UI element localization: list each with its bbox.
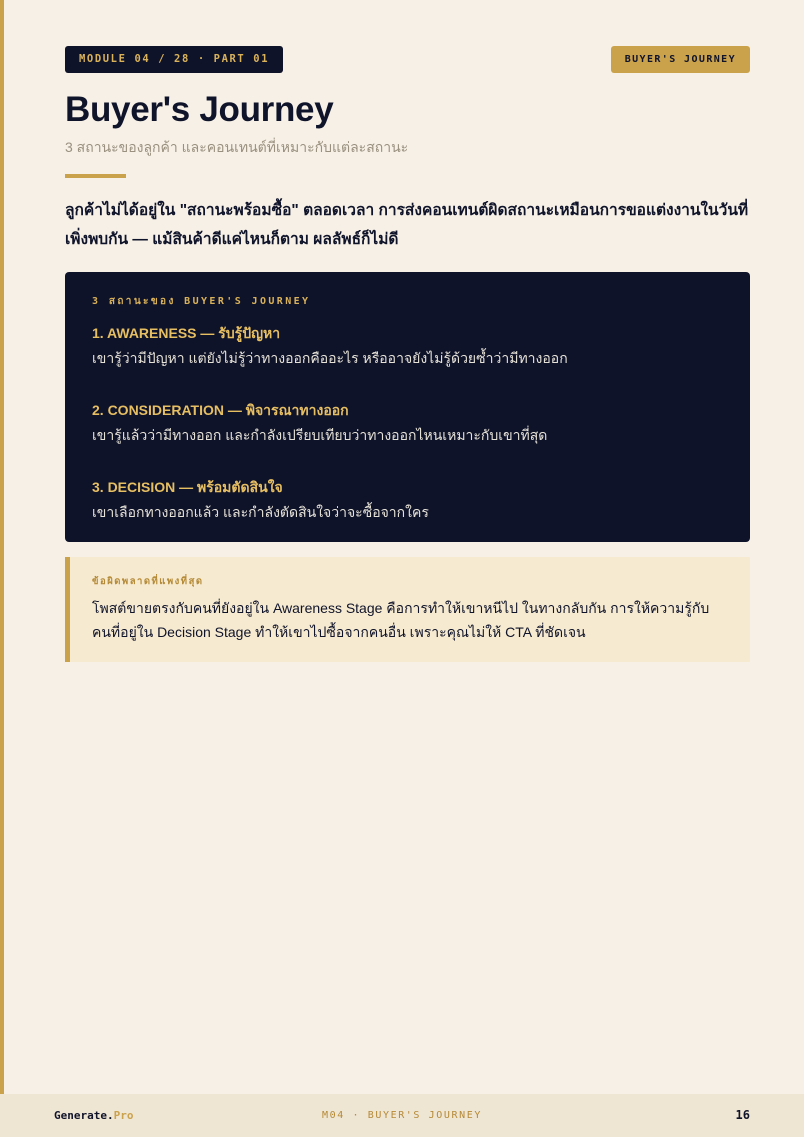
footer-brand-main: Generate. [54, 1109, 114, 1122]
topic-badge: BUYER'S JOURNEY [611, 46, 750, 73]
stage-description: เขารู้แล้วว่ามีทางออก และกำลังเปรียบเทียบว่าทางออกไหนเหมาะกับเขาที่สุด [92, 427, 548, 443]
callout-heading: ข้อผิดพลาดที่แพงที่สุด [92, 576, 204, 587]
title-underline [65, 174, 126, 178]
stage-consideration [92, 399, 723, 447]
stage-title: 1. AWARENESS — รับรู้ปัญหา [92, 325, 281, 341]
left-accent-rule [0, 0, 4, 1094]
stages-card-heading: 3 สถานะของ BUYER'S JOURNEY [92, 296, 311, 307]
stage-decision [92, 476, 723, 524]
mistake-callout [65, 557, 750, 662]
stage-title: 2. CONSIDERATION — พิจารณาทางออก [92, 402, 349, 418]
stage-description: เขาเลือกทางออกแล้ว และกำลังตัดสินใจว่าจะซื้อจากใคร [92, 504, 429, 520]
footer-section-label: M04 · BUYER'S JOURNEY [321, 1110, 483, 1121]
stage-description: เขารู้ว่ามีปัญหา แต่ยังไม่รู้ว่าทางออกคืออะไร หรืออาจยังไม่รู้ด้วยซ้ำว่ามีทางออก [92, 350, 568, 366]
page-title: Buyer's Journey [65, 90, 334, 129]
page-footer [0, 1094, 804, 1137]
lead-paragraph: ลูกค้าไม่ได้อยู่ใน "สถานะพร้อมซื้อ" ตลอดเวลา การส่งคอนเทนต์ผิดสถานะเหมือนการขอแต่งงานในวันที่เพิ่งพบกัน — แม้สินค้าดีแค่ไหนก็ตาม ผลลัพธ์ก็ไม่ดี [65, 202, 749, 248]
stage-title: 3. DECISION — พร้อมตัดสินใจ [92, 479, 283, 495]
stage-awareness [92, 322, 723, 370]
footer-brand-accent: Pro [113, 1109, 134, 1122]
page-subtitle: 3 สถานะของลูกค้า และคอนเทนต์ที่เหมาะกับแต่ละสถานะ [65, 139, 409, 155]
page-number: 16 [735, 1108, 750, 1122]
callout-text: โพสต์ขายตรงกับคนที่ยังอยู่ใน Awareness Stage คือการทำให้เขาหนีไป ในทางกลับกัน การให้ความรู้กับคนที่อยู่ใน Decision Stage ทำให้เขาไปซื้อจากคนอื่น เพราะคุณไม่ให้ CTA ที่ชัดเจน [92, 600, 710, 640]
stages-card [65, 272, 750, 542]
module-tag: MODULE 04 / 28 · PART 01 [65, 46, 283, 73]
